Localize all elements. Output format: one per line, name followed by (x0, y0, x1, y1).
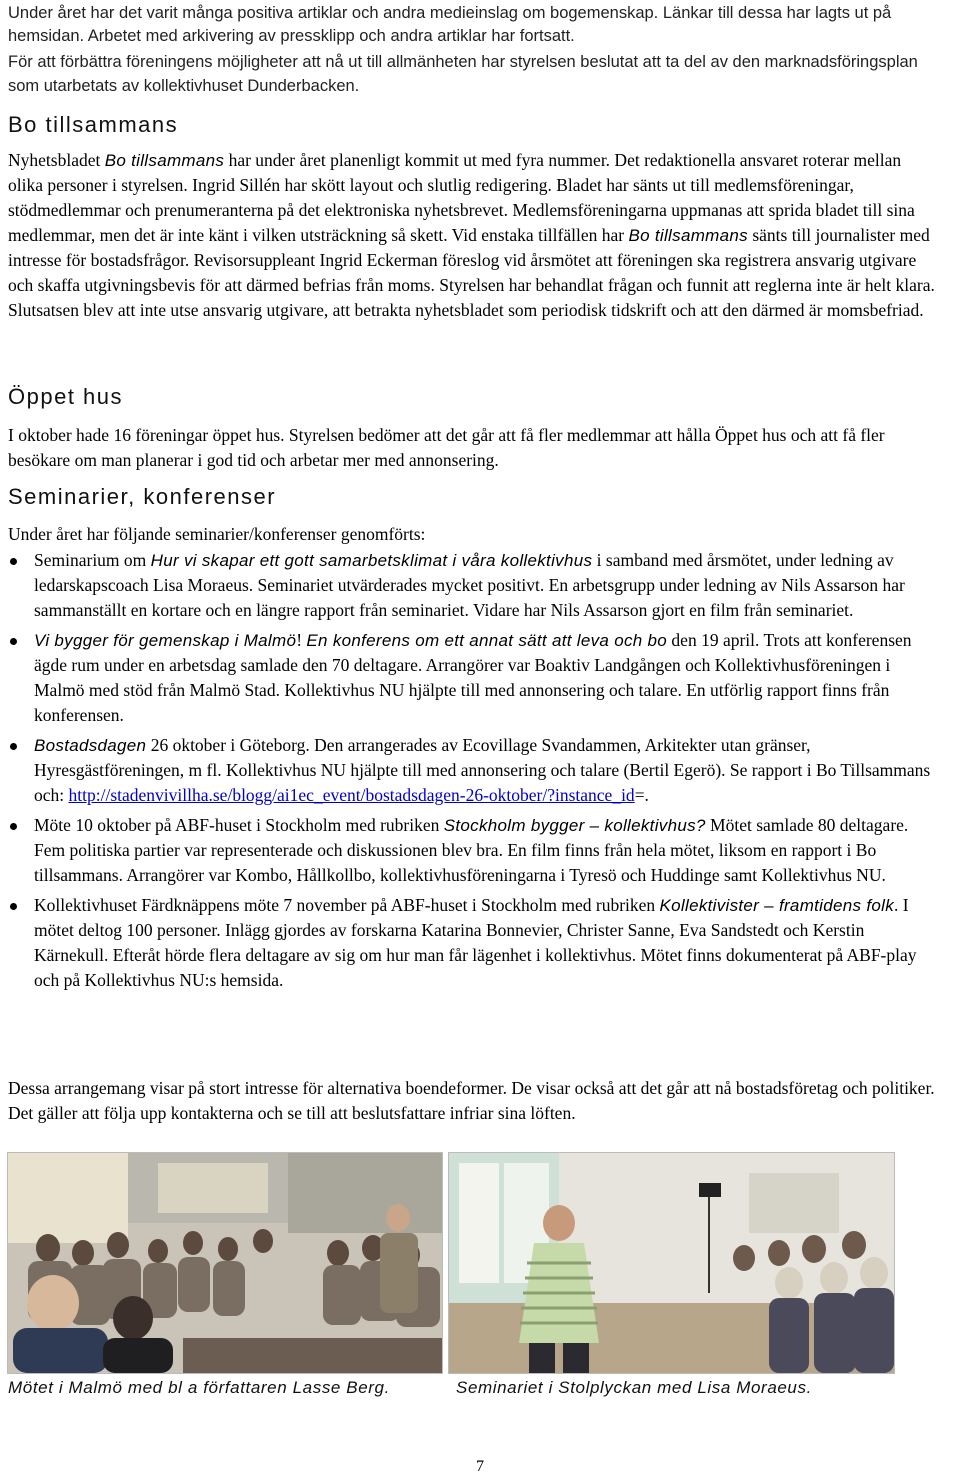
caption-right: Seminariet i Stolplyckan med Lisa Moraeus. (456, 1378, 812, 1397)
text-segment: Möte 10 oktober på ABF-huset i Stockholm med rubriken (34, 815, 444, 835)
photo-malmo-meeting (7, 1152, 443, 1374)
seminar-title: Bostadsdagen (34, 736, 147, 755)
heading-bo-tillsammans: Bo tillsammans (8, 112, 179, 137)
text-segment: Kollektivhuset Färdknäppens möte 7 november på ABF-huset i Stockholm med rubriken (34, 895, 660, 915)
text-segment: . I mötet deltog 100 personer. Inlägg gjordes av forskarna Katarina Bonnevier, Christer Sanne, Eva Sandstedt och Kerstin Kärnekull. Efteråt hörde flera deltagare av sig om hur man får lägenhet i kollektivhus. Mötet finns dokumenterat på ABF-play och på Kollektivhus NU:s hemsida. (34, 895, 917, 990)
photo-stolplyckan-seminar (448, 1152, 895, 1374)
heading-seminarier: Seminarier, konferenser (8, 484, 277, 509)
newsletter-name: Bo tillsammans (628, 226, 748, 245)
closing-paragraph: Dessa arrangemang visar på stort intresse för alternativa boendeformer. De visar också att det går att nå bostadsföretag och politiker. Det gäller att följa upp kontakterna och se till att beslutsfattare infriar sina löften. (8, 1078, 935, 1123)
text-segment: Mötet samlade 80 deltagare. Fem politiska partier var representerade och diskussionen blev bra. En film finns från hela mötet, liksom en rapport i Bo tillsammans. Arrangörer var Kombo, Hållkollbo, kollektivhusföreningarna i Tyresö och Huddinge samt Kollektivhus NU. (34, 815, 909, 885)
text-segment: har under året planenligt kommit ut med fyra nummer. Det redaktionella ansvaret roterar mellan olika personer i styrelsen. Ingrid Sillén har skött layout och slutlig redigering. Bladet har sänts ut till medlemsföreningar, stödmedlemmar och prenumeranterna på det elektroniska nyhetsbrevet. Medlemsföreningarna uppmanas att sprida bladet till sina medlemmar, men det är inte känt i vilken utsträckning så skett. Vid enstaka tillfällen har (8, 150, 915, 245)
bullet-icon (10, 903, 17, 910)
text-segment: ! (296, 630, 307, 650)
bullet-icon (10, 638, 17, 645)
malmo-meeting-illustration (8, 1153, 442, 1373)
text-segment: Nyhetsbladet (8, 150, 105, 170)
list-item (8, 628, 940, 728)
bullet-icon (10, 743, 17, 750)
seminar-title: En konferens om ett annat sätt att leva och bo (306, 631, 668, 650)
text-segment: den 19 april. Trots att konferensen ägde rum under en arbetsdag samlade den 70 deltagare. Arrangörer var Boaktiv Landgången och Kollektivhusföreningen i Malmö med stöd från Malmö Stad. Kollektivhus NU hjälpte till med annonsering och talare. En utförlig rapport finns från konferensen. (34, 630, 912, 725)
stolplyckan-seminar-illustration (449, 1153, 894, 1373)
caption-left: Mötet i Malmö med bl a författaren Lasse Berg. (8, 1378, 390, 1397)
list-item (8, 893, 940, 993)
list-item (8, 813, 940, 888)
bullet-icon (10, 558, 17, 565)
text-segment: =. (634, 785, 649, 805)
text-segment: sänts till journalister med intresse för bostadsfrågor. Revisorsuppleant Ingrid Eckerman föreslog vid årsmötet att föreningen ska registrera ansvarig utgivare och skaffa utgivningsbevis för att därmed befrias från moms. Styrelsen har behandlat frågan och funnit att reglerna inte är helt klara. Slutsatsen blev att inte utse ansvarig utgivare, att betrakta nyhetsbladet som periodisk tidskrift och att den därmed är momsbefriad. (8, 225, 935, 320)
list-item (8, 548, 940, 623)
bullet-icon (10, 823, 17, 830)
list-item (8, 733, 940, 808)
bostadsdagen-link[interactable]: http://stadenvivillha.se/blogg/ai1ec_event/bostadsdagen-26-oktober/?instance_id (68, 785, 635, 805)
newsletter-name: Bo tillsammans (104, 151, 225, 170)
seminar-title: Kollektivister – framtidens folk (659, 896, 894, 915)
intro-paragraph-1: Under året har det varit många positiva artiklar och andra medieinslag om bogemenskap. Länkar till dessa har lagts ut på hemsidan. Arbetet med arkivering av pressklipp och andra artiklar har fortsatt. (8, 4, 892, 45)
text-segment: Seminarium om (34, 550, 151, 570)
seminar-list (8, 548, 940, 998)
bo-tillsammans-paragraph (8, 148, 940, 323)
heading-oppet-hus: Öppet hus (8, 384, 124, 409)
intro-paragraph-2: För att förbättra föreningens möjligheter att nå ut till allmänheten har styrelsen beslutat att ta del av den marknadsföringsplan som utarbetats av kollektivhuset Dunderbacken. (8, 53, 918, 95)
text-segment: i samband med årsmötet, under ledning av ledarskapscoach Lisa Moraeus. Seminariet utvärderades mycket positivt. En arbetsgrupp under ledning av Nils Assarson har sammanställt en kortare och en längre rapport från seminariet. Vidare har Nils Assarson gjort en film från seminariet. (34, 550, 905, 620)
text-segment: 26 oktober i Göteborg. Den arrangerades av Ecovillage Svandammen, Arkitekter utan gränser, Hyresgästföreningen, m fl. Kollektivhus NU hjälpte till med annonsering och talare (Bertil Egerö). Se rapport i Bo Tillsammans och: (34, 735, 931, 805)
seminar-title: Vi bygger för gemenskap i Malmö (34, 631, 297, 650)
seminarier-intro: Under året har följande seminarier/konferenser genomförts: (8, 524, 426, 544)
oppet-hus-paragraph: I oktober hade 16 föreningar öppet hus. Styrelsen bedömer att det går att få fler medlemmar att hålla Öppet hus och att få fler besökare om man planerar i god tid och arbetar mer med annonsering. (8, 425, 885, 470)
page-number: 7 (476, 1458, 484, 1475)
seminar-title: Stockholm bygger – kollektivhus? (443, 816, 706, 835)
seminar-title: Hur vi skapar ett gott samarbetsklimat i våra kollektivhus (150, 551, 593, 570)
